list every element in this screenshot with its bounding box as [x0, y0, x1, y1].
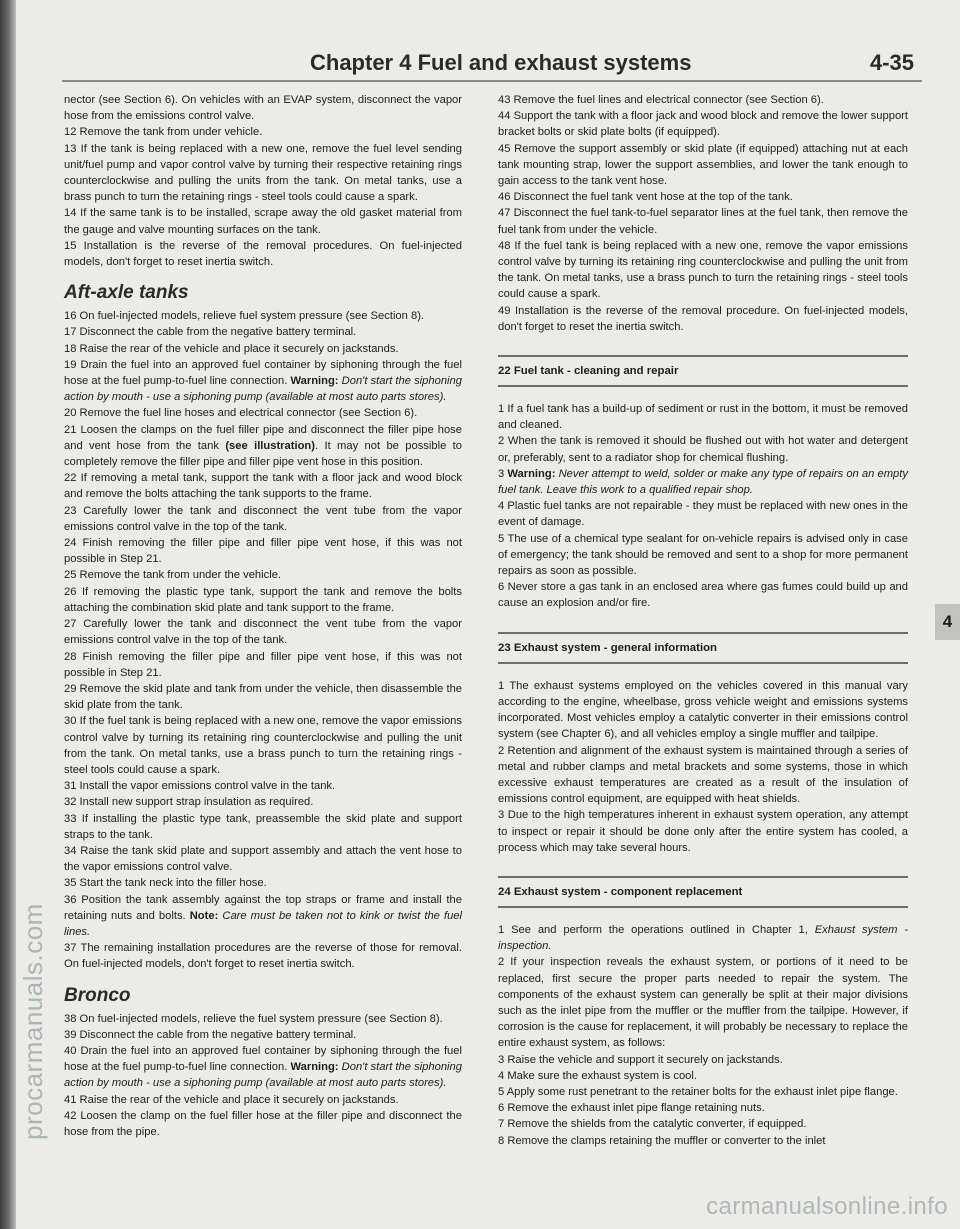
paragraph-text: 14 If the same tank is to be installed, scrape away the old gasket material from the gauge and valve mounting surfaces on the tank. — [64, 207, 462, 236]
step-paragraph — [498, 92, 908, 108]
step-paragraph — [498, 922, 908, 954]
paragraph-text: 2 When the tank is removed it should be flushed out with hot water and detergent or, preferably, sent to a radiator shop for chemical flushing. — [498, 435, 908, 464]
section-title: 22 Fuel tank - cleaning and repair — [498, 365, 679, 378]
step-paragraph — [498, 1116, 908, 1132]
section-title: 23 Exhaust system - general information — [498, 641, 718, 654]
step-paragraph — [498, 141, 908, 190]
step-paragraph — [64, 238, 462, 270]
step-paragraph — [64, 567, 462, 583]
paragraph-text: 23 Carefully lower the tank and disconnect the vent tube from the vapor emissions control valve in the top of the tank. — [64, 504, 462, 533]
bold-text: Note: — [189, 909, 219, 922]
chapter-title: Chapter 4 Fuel and exhaust systems — [310, 50, 692, 75]
step-paragraph — [64, 794, 462, 810]
page-number: 4-35 — [869, 50, 914, 75]
step-paragraph — [64, 357, 462, 406]
paragraph-text: 22 If removing a metal tank, support the tank with a floor jack and wood block and remove the bolts attaching the tank supports to the frame. — [64, 472, 462, 501]
paragraph-text: 13 If the tank is being replaced with a new one, remove the fuel level sending unit/fuel pump and vapor control valve by turning their respective retaining rings counterclockwise and pulling the units from the tank. On metal tanks, use a brass punch to turn the retaining rings - steel tools could cause a spark. — [64, 142, 462, 204]
section-header — [498, 632, 908, 664]
italic-text: Don't start the siphoning action by mouth - use a siphoning pump (available at most auto parts stores). — [64, 1061, 462, 1090]
paragraph-text: 8 Remove the clamps retaining the muffler or converter to the inlet — [498, 1134, 826, 1147]
paragraph-text: 6 Remove the exhaust inlet pipe flange retaining nuts. — [498, 1102, 765, 1115]
paragraph-text: 32 Install new support strap insulation as required. — [64, 796, 314, 809]
step-paragraph — [64, 1092, 462, 1108]
paragraph-text: 31 Install the vapor emissions control valve in the tank. — [64, 780, 336, 793]
step-paragraph — [498, 954, 908, 1051]
step-paragraph — [64, 892, 462, 941]
step-paragraph — [64, 308, 462, 324]
paragraph-text: 1 See and perform the operations outlined in Chapter 1, — [498, 923, 815, 936]
bold-text: Warning: — [290, 1061, 339, 1074]
italic-text: Care must be taken not to kink or twist the fuel lines. — [64, 909, 462, 938]
paragraph-text: 21 Loosen the clamps on the fuel filler pipe and disconnect the filler pipe hose and vent hose from the tank — [64, 423, 462, 452]
step-paragraph — [64, 713, 462, 778]
step-paragraph — [64, 124, 462, 140]
step-paragraph — [64, 778, 462, 794]
step-paragraph — [64, 341, 462, 357]
paragraph-text: 26 If removing the plastic type tank, support the tank and remove the bolts attaching the combination skid plate and tank support to the frame. — [64, 585, 462, 614]
paragraph-text: 47 Disconnect the fuel tank-to-fuel separator lines at the fuel tank, then remove the fuel tank from under the vehicle. — [498, 207, 908, 236]
paragraph-text: 34 Raise the tank skid plate and support assembly and attach the vent hose to the vapor emissions control valve. — [64, 844, 462, 874]
paragraph-text: 16 On fuel-injected models, relieve fuel system pressure (see Section 8). — [64, 310, 425, 323]
step-paragraph — [64, 649, 462, 681]
paragraph-text: nector (see Section 6). On vehicles with an EVAP system, disconnect the vapor hose from the emissions control valve. — [64, 94, 462, 123]
step-paragraph — [498, 1100, 908, 1116]
paragraph-text: 29 Remove the skid plate and tank from under the vehicle, then disassemble the skid plate from the tank. — [64, 682, 463, 712]
paragraph-text: 42 Loosen the clamp on the fuel filler hose at the filler pipe and disconnect the hose from the pipe. — [64, 1109, 462, 1138]
paragraph-text: 48 If the fuel tank is being replaced with a new one, remove the vapor emissions control valve by turning its retaining ring counterclockwise and pulling the unit from the tank. On metal tanks, use a brass punch to turn the retaining rings - steel tools could cause a spark. — [498, 239, 908, 301]
paragraph-text: 15 Installation is the reverse of the removal procedures. On fuel-injected models, don't forget to reset inertia switch. — [64, 239, 462, 269]
paragraph-text: 33 If installing the plastic type tank, preassemble the skid plate and support straps to the tank. — [64, 812, 462, 841]
bold-text: Warning: — [290, 375, 339, 388]
step-paragraph — [498, 108, 908, 140]
paragraph-text: 25 Remove the tank from under the vehicle. — [64, 569, 282, 582]
paragraph-text: 41 Raise the rear of the vehicle and place it securely on jackstands. — [64, 1093, 399, 1106]
step-paragraph — [498, 743, 908, 808]
step-paragraph — [498, 1133, 908, 1149]
step-paragraph — [498, 678, 908, 743]
step-paragraph — [498, 466, 908, 498]
paragraph-text: 27 Carefully lower the tank and disconnect the vent tube from the vapor emissions control valve in the top of the tank. — [64, 618, 462, 647]
paragraph-text: 7 Remove the shields from the catalytic converter, if equipped. — [498, 1118, 807, 1131]
paragraph-text: 44 Support the tank with a floor jack and wood block and remove the lower support bracket bolts or skid plate bolts (if equipped). — [498, 110, 908, 139]
italic-text: Never attempt to weld, solder or make any type of repairs on an empty fuel tank. Leave this work to a qualified repair shop. — [498, 467, 908, 497]
watermark-bottom: carmanualsonline.info — [706, 1193, 948, 1220]
section-title: 24 Exhaust system - component replacement — [498, 885, 743, 898]
step-paragraph — [498, 1052, 908, 1068]
header-rule — [62, 80, 922, 82]
paragraph-text: 36 Position the tank assembly against the top straps or frame and install the retaining nuts and bolts. — [64, 893, 462, 922]
paragraph-text: 2 If your inspection reveals the exhaust system, or portions of it need to be replaced, first secure the proper parts needed to repair the system. The components of the exhaust system can generally be split at their major divisions such as the inlet pipe from the muffler or the muffler from the tailpipe. However, if corrosion is the cause for replacement, it will probably be necessary to replace the entire exhaust system, as follows: — [498, 956, 908, 1050]
bold-text: (see illustration) — [225, 439, 315, 452]
step-paragraph — [498, 238, 908, 303]
step-paragraph — [498, 807, 908, 856]
step-paragraph — [498, 189, 908, 205]
step-paragraph — [498, 401, 908, 433]
step-paragraph — [64, 535, 462, 567]
section-rule-bottom — [498, 385, 908, 387]
step-paragraph — [64, 875, 462, 891]
paragraph-text: 1 If a fuel tank has a build-up of sediment or rust in the bottom, it must be removed and cleaned. — [498, 403, 908, 432]
step-paragraph — [64, 811, 462, 843]
step-paragraph — [64, 584, 462, 616]
paragraph-text: 45 Remove the support assembly or skid plate (if equipped) attaching nut at each tank mounting strap, lower the support assemblies, and lower the tank enough to gain access to the tank vent hose. — [498, 142, 908, 188]
step-paragraph — [64, 1043, 462, 1092]
paragraph-text: 6 Never store a gas tank in an enclosed area where gas fumes could build up and cause an explosion and/or fire. — [498, 581, 908, 610]
subsection-heading: Aft-axle tanks — [64, 282, 189, 304]
paragraph-text: 1 The exhaust systems employed on the vehicles covered in this manual vary according to the engine, wheelbase, gross vehicle weight and emissions systems incorporated. Most vehicles employ a catalytic converter in their emissions control system (see Chapter 6), and all vehicles employ a single muffler and tailpipe. — [498, 679, 908, 741]
section-rule-bottom — [498, 906, 908, 908]
step-paragraph — [64, 324, 462, 340]
step-paragraph — [64, 141, 462, 206]
paragraph-text: 43 Remove the fuel lines and electrical connector (see Section 6). — [498, 94, 824, 106]
paragraph-text: 19 Drain the fuel into an approved fuel container by siphoning through the fuel hose at the fuel pump-to-fuel line connection. — [64, 358, 462, 388]
page-header — [64, 46, 920, 82]
step-paragraph — [64, 616, 462, 648]
paragraph-text: 30 If the fuel tank is being replaced with a new one, remove the vapor emissions control valve by turning its retaining ring counterclockwise and pulling the unit from the tank. On metal tanks, use a brass punch to turn the retaining rings - steel tools could cause a spark. — [64, 715, 462, 776]
step-paragraph — [498, 531, 908, 580]
step-paragraph — [64, 1108, 462, 1140]
step-paragraph — [498, 498, 908, 530]
paragraph-text: 39 Disconnect the cable from the negative battery terminal. — [64, 1028, 357, 1041]
step-paragraph — [64, 1027, 462, 1043]
right-column — [498, 92, 908, 1149]
step-paragraph — [498, 433, 908, 465]
step-paragraph — [64, 681, 462, 713]
paragraph-text: 24 Finish removing the filler pipe and filler pipe vent hose, if this was not possible in Step 21. — [64, 537, 462, 566]
step-paragraph — [64, 422, 462, 471]
paragraph-text: 37 The remaining installation procedures are the reverse of those for removal. On fuel-injected models, don't forget to reset inertia switch. — [64, 942, 462, 971]
step-paragraph — [498, 205, 908, 237]
paragraph-text: 17 Disconnect the cable from the negative battery terminal. — [64, 326, 357, 339]
paragraph-text: 35 Start the tank neck into the filler hose. — [64, 877, 267, 890]
chapter-tab: 4 — [935, 604, 960, 640]
paragraph-text: 4 Plastic fuel tanks are not repairable - they must be replaced with new ones in the event of damage. — [498, 500, 908, 529]
step-paragraph — [64, 205, 462, 237]
section-header — [498, 876, 908, 908]
step-paragraph — [64, 940, 462, 972]
paragraph-text: 4 Make sure the exhaust system is cool. — [498, 1069, 697, 1082]
step-paragraph — [64, 503, 462, 535]
paragraph-text: 3 Raise the vehicle and support it securely on jackstands. — [498, 1053, 783, 1066]
paragraph-text: 28 Finish removing the filler pipe and filler pipe vent hose, if this was not possible in Step 21. — [64, 650, 462, 679]
paragraph-text: 49 Installation is the reverse of the removal procedure. On fuel-injected models, don't forget to reset the inertia switch. — [498, 304, 908, 333]
paragraph-text: 46 Disconnect the fuel tank vent hose at the top of the tank. — [498, 191, 793, 204]
paragraph-text: 5 Apply some rust penetrant to the retainer bolts for the exhaust inlet pipe flange. — [498, 1085, 898, 1098]
subsection-heading: Bronco — [64, 984, 131, 1006]
left-column — [64, 92, 462, 1140]
paragraph-text: 40 Drain the fuel into an approved fuel container by siphoning through the fuel hose at the fuel pump-to-fuel line connection. — [64, 1044, 462, 1074]
paragraph-text: 12 Remove the tank from under vehicle. — [64, 126, 263, 139]
bold-text: Warning: — [507, 467, 556, 480]
page-binding-shadow — [0, 0, 16, 1229]
paragraph-text: 3 — [498, 467, 508, 480]
step-paragraph — [64, 470, 462, 502]
section-rule-bottom — [498, 662, 908, 664]
section-header — [498, 355, 908, 387]
step-paragraph — [498, 579, 908, 611]
step-paragraph — [64, 1011, 462, 1027]
step-paragraph — [498, 1068, 908, 1084]
step-paragraph — [64, 405, 462, 421]
paragraph-text: 38 On fuel-injected models, relieve the fuel system pressure (see Section 8). — [64, 1012, 443, 1025]
step-paragraph — [64, 843, 462, 875]
watermark-left: procarmanuals.com — [18, 903, 48, 1140]
step-paragraph — [498, 1084, 908, 1100]
paragraph-text: 18 Raise the rear of the vehicle and place it securely on jackstands. — [64, 342, 399, 355]
step-paragraph — [64, 92, 462, 124]
paragraph-text: 5 The use of a chemical type sealant for on-vehicle repairs is advised only in case of emergency; the tank should be removed and sent to a shop for more permanent repairs as soon as possible. — [498, 532, 908, 578]
step-paragraph — [498, 303, 908, 335]
paragraph-text: . It may not be possible to completely remove the filler pipe and filler pipe vent hose in this position. — [64, 439, 463, 469]
paragraph-text: 20 Remove the fuel line hoses and electrical connector (see Section 6). — [64, 407, 418, 420]
paragraph-text: 2 Retention and alignment of the exhaust system is maintained through a series of metal and rubber clamps and metal brackets and some systems, those in which excessive exhaust temperatures are created as a result of the insulation of emissions control equipment, are equipped with heat shields. — [498, 744, 908, 806]
italic-text: Exhaust system - inspection. — [498, 923, 909, 953]
italic-text: Don't start the siphoning action by mouth - use a siphoning pump (available at most auto parts stores). — [64, 375, 462, 404]
paragraph-text: 3 Due to the high temperatures inherent in exhaust system operation, any attempt to inspect or repair it should be done only after the entire system has cooled, a process which may take several hours. — [498, 809, 908, 854]
